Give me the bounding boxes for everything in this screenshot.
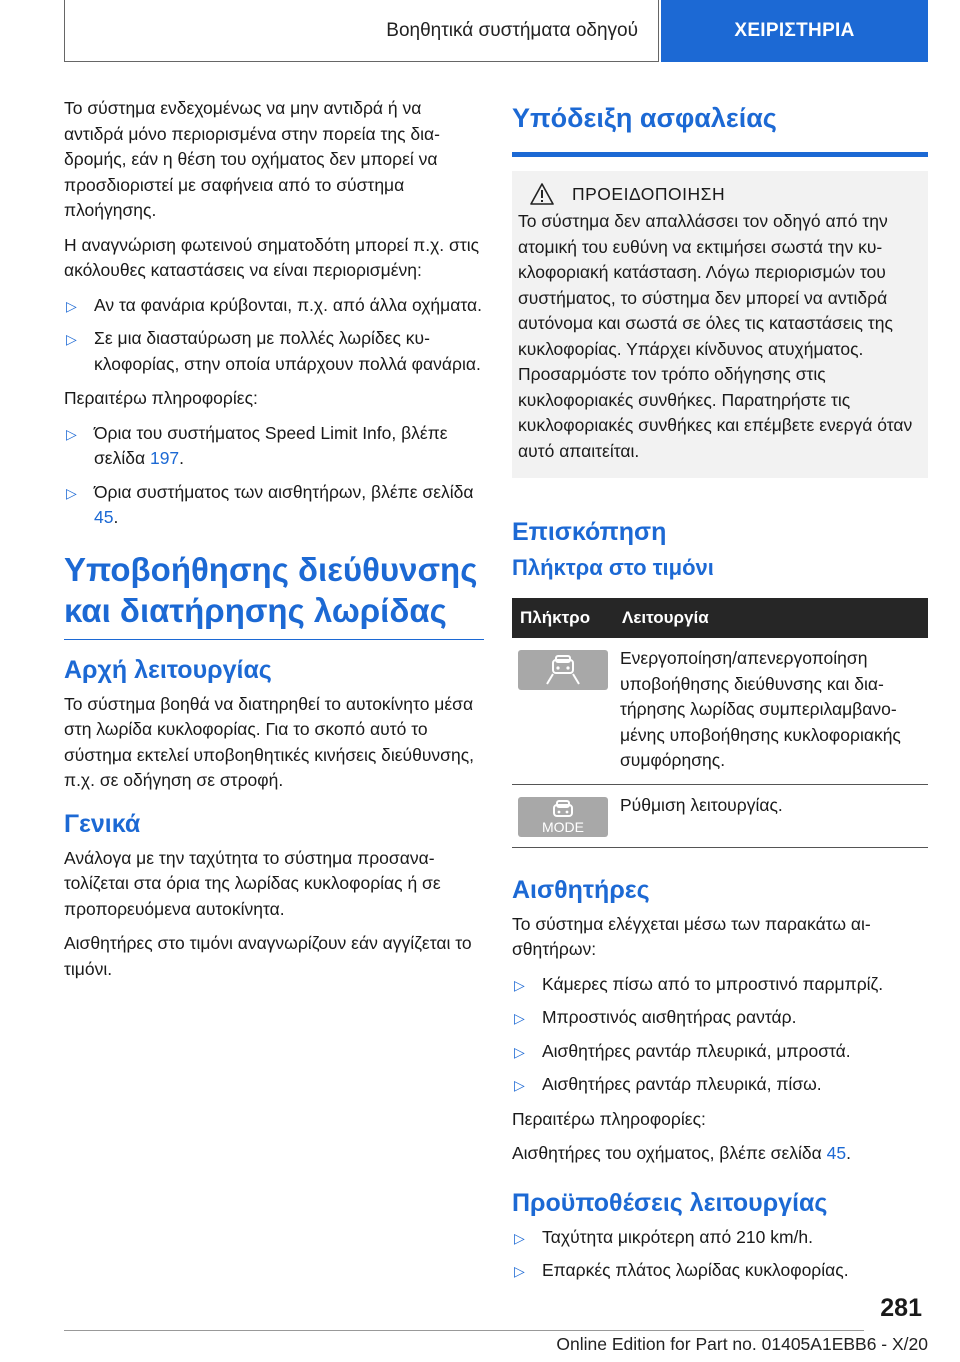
traffic-light-limits-list bbox=[64, 293, 484, 378]
page-link-45[interactable]: 45 bbox=[94, 507, 114, 527]
bullet-triangle-icon: ▷ bbox=[514, 1263, 525, 1279]
bullet-triangle-icon: ▷ bbox=[514, 1043, 525, 1060]
safety-heading: Υπόδειξη ασφαλείας bbox=[512, 96, 928, 157]
table-row bbox=[512, 638, 928, 784]
footer-divider bbox=[64, 1330, 864, 1331]
list-item: ▷ Αισθητήρες ραντάρ πλευρικά, μπροστά. bbox=[512, 1039, 928, 1065]
bullet-triangle-icon: ▷ bbox=[514, 976, 525, 993]
warning-box bbox=[512, 171, 928, 478]
warning-triangle-icon bbox=[530, 183, 554, 205]
list-item: ▷ Αισθητήρες ραντάρ πλευρικά, πίσω. bbox=[512, 1072, 928, 1098]
warning-label: ΠΡΟΕΙΔΟΠΟΙΗΣΗ bbox=[572, 183, 726, 204]
mode-button-icon bbox=[518, 797, 608, 837]
principle-heading: Αρχή λειτουργίας bbox=[64, 655, 272, 684]
list-item: ▷ Αν τα φανάρια κρύβονται, π.χ. από άλλα οχήματα. bbox=[64, 293, 484, 319]
page-link-45[interactable]: 45 bbox=[826, 1143, 847, 1163]
bullet-triangle-icon: ▷ bbox=[66, 331, 77, 347]
general-paragraph-2: Αισθητήρες στο τιμόνι αναγνωρίζουν εάν αγγίζεται το τιμόνι. bbox=[64, 933, 472, 979]
list-item: ▷ Όρια του συστήματος Speed Limit Info, βλέπε σελίδα 197. bbox=[66, 422, 448, 468]
bullet-triangle-icon: ▷ bbox=[514, 1229, 525, 1246]
page-number: 281 bbox=[880, 1294, 922, 1322]
overview-heading: Επισκόπηση bbox=[512, 518, 667, 546]
section-heading: Υποβοήθησης διεύθυνσης και διατήρησης λωρίδας bbox=[64, 549, 484, 640]
reference-list bbox=[64, 421, 484, 531]
column-header-function: Λειτουργία bbox=[614, 598, 928, 638]
buttons-heading: Πλήκτρα στο τιμόνι bbox=[512, 555, 714, 580]
bullet-triangle-icon: ▷ bbox=[66, 484, 77, 501]
table-row bbox=[512, 784, 928, 847]
mode-label: MODE bbox=[542, 818, 584, 835]
list-item: ▷ Όρια συστήματος των αισθητήρων, βλέπε σελίδα 45. bbox=[66, 481, 474, 527]
buttons-table bbox=[512, 598, 928, 848]
function-cell: Ρύθμιση λειτουργίας. bbox=[614, 784, 928, 847]
list-item: ▷ Ταχύτητα μικρότερη από 210 km/h. bbox=[512, 1225, 928, 1251]
bullet-triangle-icon: ▷ bbox=[66, 297, 77, 314]
chapter-tab[interactable]: ΧΕΙΡΙΣΤΗΡΙΑ bbox=[661, 0, 928, 62]
section-title: Βοηθητικά συστήματα οδηγού bbox=[64, 0, 659, 62]
list-item: ▷ Κάμερες πίσω από το μπροστινό παρμπρίζ. bbox=[512, 972, 928, 998]
requirements-list bbox=[512, 1225, 928, 1284]
sensors-paragraph: Το σύστημα ελέγχεται μέσω των παρακάτω αισθητήρων: bbox=[512, 913, 871, 959]
left-column bbox=[64, 96, 484, 991]
sensors-reference: Αισθητήρες του οχήματος, βλέπε σελίδα 45. bbox=[512, 1143, 851, 1163]
column-header-button: Πλήκτρο bbox=[512, 598, 614, 638]
more-info-label: Περαιτέρω πληροφορίες: bbox=[512, 1108, 706, 1129]
bullet-triangle-icon: ▷ bbox=[66, 425, 77, 442]
edition-note: Online Edition for Part no. 01405A1EBB6 - X/20 bbox=[556, 1334, 928, 1354]
sensors-list bbox=[512, 972, 928, 1098]
sensors-heading: Αισθητήρες bbox=[512, 875, 650, 904]
bullet-triangle-icon: ▷ bbox=[514, 1077, 525, 1093]
general-paragraph: Ανάλογα με την ταχύτητα το σύστημα προσανατολίζεται στα όρια της λωρίδας κυκλοφορίας ή σε προπορευόμενα αυτοκίνητα. bbox=[64, 847, 441, 919]
function-cell: Ενεργοποίηση/απενεργοποίηση υποβοήθησης διεύθυνσης και διατήρησης λωρίδας συμπεριλαμβανομένης υποβοήθησης κυκλοφοριακής συμφόρησης. bbox=[614, 638, 928, 784]
general-heading: Γενικά bbox=[64, 809, 141, 838]
list-item: ▷ Μπροστινός αισθητήρας ραντάρ. bbox=[512, 1005, 928, 1031]
more-info-label: Περαιτέρω πληροφορίες: bbox=[64, 388, 258, 408]
requirements-heading: Προϋποθέσεις λειτουργίας bbox=[512, 1188, 828, 1217]
principle-paragraph: Το σύστημα βοηθά να διατηρηθεί το αυτοκίνητο μέσα στη λωρίδα κυκλοφορίας. Για το σκοπό αυτό το σύστημα εκτελεί υποβοηθητικές κινήσεις διεύθυνσης, π.χ. σε οδήγηση σε στροφή. bbox=[64, 693, 475, 790]
right-column bbox=[512, 96, 928, 1293]
list-item: ▷ Επαρκές πλάτος λωρίδας κυκλοφορίας. bbox=[512, 1258, 928, 1284]
list-item: ▷ Σε μια διασταύρωση με πολλές λωρίδες κυκλοφορίας, στην οποία υπάρχουν πολλά φανάρια. bbox=[66, 328, 481, 374]
warning-text: Το σύστημα δεν απαλλάσσει τον οδηγό από την ατομική του ευθύνη να εκτιμήσει σωστά την κυκλοφοριακή κατάσταση. Λόγω περιορισμών του συστήματος, το σύστημα δεν μπορεί να αντιδρά αυτόνομα και σωστά σε όλες τις καταστάσεις της κυκλοφορίας. Υπάρχει κίνδυνος ατυχήματος. Προσαρμόστε τον τρόπο οδήγησης στις κυκλοφοριακές συνθήκες. Παρατηρήστε τις κυκλοφοριακές συνθήκες και επέμβετε ενεργά όταν αυτό απαιτείται. bbox=[518, 211, 913, 461]
lane-assist-button-icon bbox=[518, 650, 608, 690]
page-link-197[interactable]: 197 bbox=[149, 448, 180, 468]
intro-paragraph-2: Η αναγνώριση φωτεινού σηματοδότη μπορεί π.χ. στις ακόλουθες καταστάσεις να είναι περιορισμένη: bbox=[64, 234, 480, 280]
page-header bbox=[64, 0, 928, 66]
bullet-triangle-icon: ▷ bbox=[514, 1010, 525, 1026]
intro-paragraph: Το σύστημα ενδεχομένως να μην αντιδρά ή να αντιδρά μόνο περιορισμένα στην πορεία της διαδρομής, εάν η θέση του οχήματος δεν μπορεί να προσδιοριστεί με σαφήνεια από το σύστημα πλοήγησης. bbox=[64, 98, 440, 220]
